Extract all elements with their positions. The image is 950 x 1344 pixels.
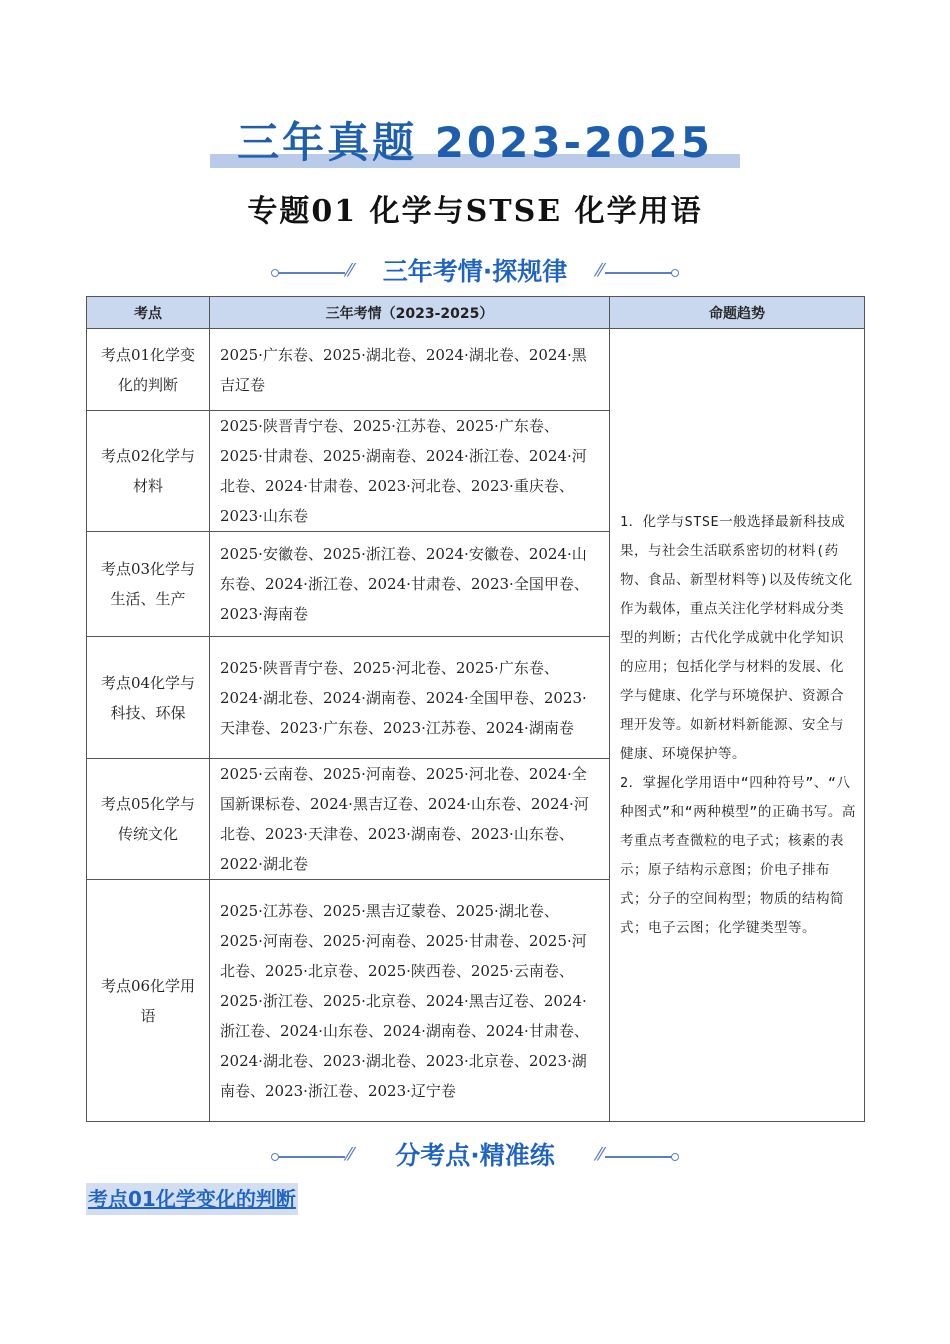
topic-cell: 考点02化学与材料 [87, 411, 210, 532]
table-row [87, 329, 865, 411]
title-banner [210, 118, 740, 174]
table-header-row [87, 297, 865, 329]
decor-slash-icon: ⁄⁄ [596, 1144, 603, 1165]
decor-line-right [605, 1156, 675, 1158]
topic-cell: 考点06化学用语 [87, 880, 210, 1122]
decor-dot-right [671, 269, 679, 277]
section-header-trends [275, 250, 675, 290]
decor-dot-right [671, 1153, 679, 1161]
decor-slash-icon: ⁄⁄ [596, 260, 603, 281]
topic-cell: 考点04化学与科技、环保 [87, 637, 210, 759]
years-cell: 2025·江苏卷、2025·黑吉辽蒙卷、2025·湖北卷、2025·河南卷、2025·河南卷、2025·甘肃卷、2025·河北卷、2025·北京卷、2025·陕西卷、2025·云南卷、2025·浙江卷、2025·北京卷、2024·黑吉辽卷、2024·浙江卷、2024·山东卷、2024·湖南卷、2024·甘肃卷、2024·湖北卷、2023·湖北卷、2023·北京卷、2023·湖南卷、2023·浙江卷、2023·辽宁卷 [210, 880, 610, 1122]
banner-title: 三年真题 2023-2025 [237, 118, 713, 167]
trend-text: 1．化学与STSE一般选择最新科技成果，与社会生活联系密切的材料(药物、食品、新型材料等)以及传统文化作为载体，重点关注化学材料成分类型的判断；古代化学成就中化学知识的应用；包括化学与材料的发展、化学与健康、化学与环境保护、资源合理开发等。如新材料新能源、安全与健康、环境保护等。 2．掌握化学用语中“四种符号”、“八种图式”和“两种模型”的正确书写。高考重点考查微粒的电子式；核素的表示；原子结构示意图；价电子排布式；分子的空间构型；物质的结构简式；电子云图；化学键类型等。 [620, 513, 856, 936]
kaodian-heading[interactable]: 考点01化学变化的判断 [86, 1183, 298, 1215]
years-cell: 2025·广东卷、2025·湖北卷、2024·湖北卷、2024·黑吉辽卷 [210, 329, 610, 411]
years-cell: 2025·陕晋青宁卷、2025·河北卷、2025·广东卷、2024·湖北卷、2024·湖南卷、2024·全国甲卷、2023·天津卷、2023·广东卷、2023·江苏卷、2024·湖南卷 [210, 637, 610, 759]
topic-cell: 考点01化学变化的判断 [87, 329, 210, 411]
trend-cell [610, 329, 865, 1122]
section-label-trends: 三年考情·探规律 [382, 257, 568, 286]
header-topic: 考点 [87, 297, 210, 329]
topic-cell: 考点03化学与生活、生产 [87, 532, 210, 637]
topic-cell: 考点05化学与传统文化 [87, 759, 210, 880]
decor-slash-icon: ⁄⁄ [347, 1144, 354, 1165]
section-label-practice: 分考点·精准练 [395, 1141, 555, 1170]
header-years: 三年考情（2023-2025） [210, 297, 610, 329]
exam-summary-table [86, 296, 865, 1122]
document-subtitle: 专题01 化学与STSE 化学用语 [247, 194, 703, 229]
years-cell: 2025·云南卷、2025·河南卷、2025·河北卷、2024·全国新课标卷、2024·黑吉辽卷、2024·山东卷、2024·河北卷、2023·天津卷、2023·湖南卷、2023·山东卷、2022·湖北卷 [210, 759, 610, 880]
years-cell: 2025·安徽卷、2025·浙江卷、2024·安徽卷、2024·山东卷、2024·浙江卷、2024·甘肃卷、2023·全国甲卷、2023·海南卷 [210, 532, 610, 637]
decor-slash-icon: ⁄⁄ [347, 260, 354, 281]
years-cell: 2025·陕晋青宁卷、2025·江苏卷、2025·广东卷、2025·甘肃卷、2025·湖南卷、2024·浙江卷、2024·河北卷、2024·甘肃卷、2023·河北卷、2023·重庆卷、2023·山东卷 [210, 411, 610, 532]
decor-line-right [605, 272, 675, 274]
section-header-practice [275, 1134, 675, 1174]
header-trend: 命题趋势 [610, 297, 865, 329]
